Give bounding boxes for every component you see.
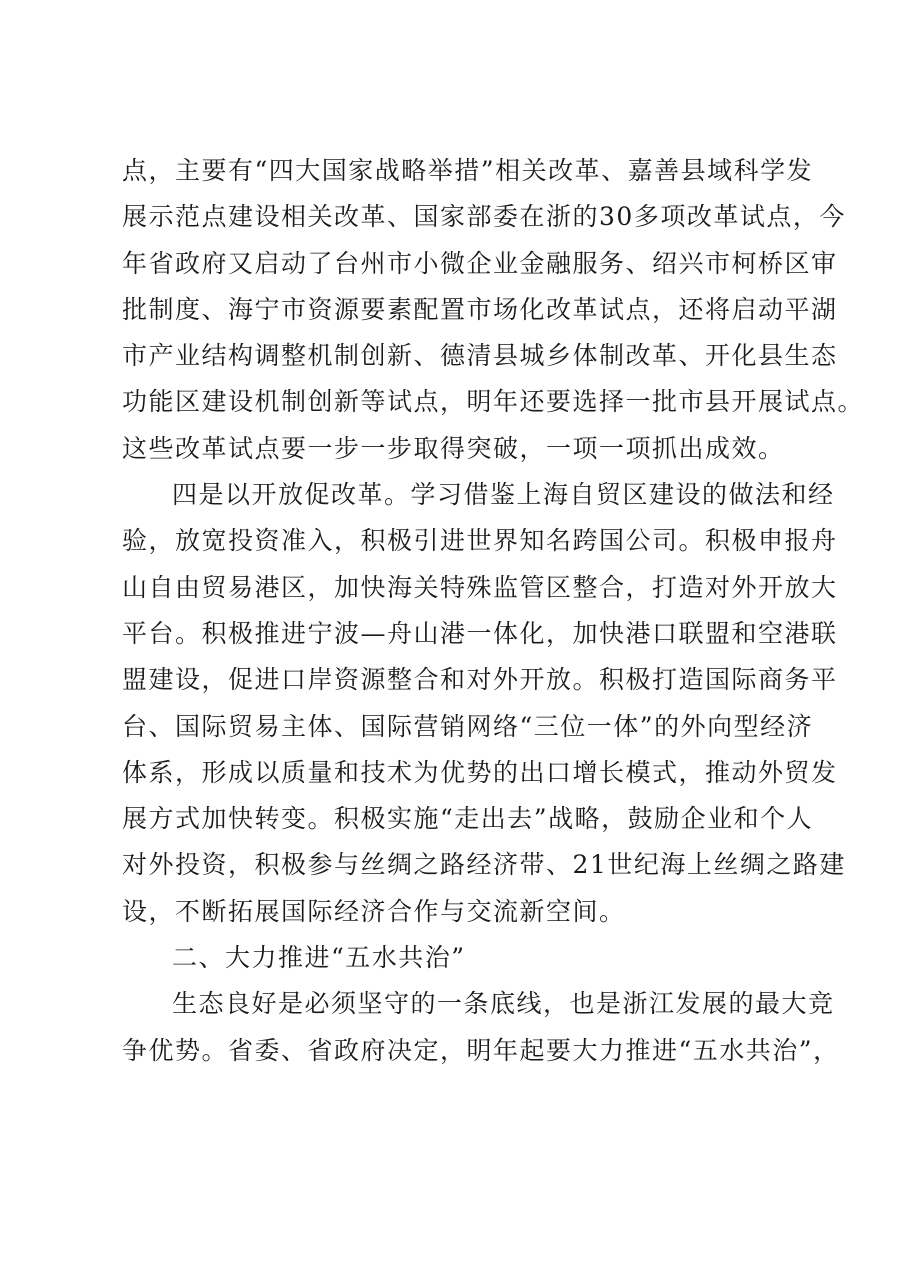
text-line: 山自由贸易港区，加快海关特殊监管区整合，打造对外开放大 <box>122 572 838 602</box>
text-line: 功能区建设机制创新等试点，明年还要选择一批市县开展试点。 <box>122 387 865 417</box>
text-line: 四是以开放促改革。学习借鉴上海自贸区建设的做法和经 <box>172 480 835 510</box>
text-line: 生态良好是必须坚守的一条底线，也是浙江发展的最大竞 <box>172 989 835 1019</box>
text-line: 争优势。省委、省政府决定，明年起要大力推进“五水共治”， <box>122 1035 840 1065</box>
text-line: 对外投资，积极参与丝绸之路经济带、21世纪海上丝绸之路建 <box>122 850 846 880</box>
text-line: 平台。积极推进宁波—舟山港一体化，加快港口联盟和空港联 <box>122 618 838 648</box>
text-line: 验，放宽投资准入，积极引进世界知名跨国公司。积极申报舟 <box>122 526 838 556</box>
text-line: 展示范点建设相关改革、国家部委在浙的30多项改革试点，今 <box>122 202 846 232</box>
document-body <box>122 148 865 1074</box>
text-line: 二、大力推进“五水共治” <box>172 943 466 973</box>
text-line: 这些改革试点要一步一步取得突破，一项一项抓出成效。 <box>122 433 785 463</box>
text-line: 年省政府又启动了台州市小微企业金融服务、绍兴市柯桥区审 <box>122 248 838 278</box>
text-line: 市产业结构调整机制创新、德清县城乡体制改革、开化县生态 <box>122 341 838 371</box>
text-line: 体系，形成以质量和技术为优势的出口增长模式，推动外贸发 <box>122 757 838 787</box>
text-line: 点，主要有“四大国家战略举措”相关改革、嘉善县域科学发 <box>122 156 814 185</box>
text-line: 批制度、海宁市资源要素配置市场化改革试点，还将启动平湖 <box>122 294 838 324</box>
text-line: 台、国际贸易主体、国际营销网络“三位一体”的外向型经济 <box>122 711 814 741</box>
text-line: 展方式加快转变。积极实施“走出去”战略，鼓励企业和个人 <box>122 804 814 834</box>
text-line: 设，不断拓展国际经济合作与交流新空间。 <box>122 896 626 926</box>
text-line: 盟建设，促进口岸资源整合和对外开放。积极打造国际商务平 <box>122 665 838 695</box>
